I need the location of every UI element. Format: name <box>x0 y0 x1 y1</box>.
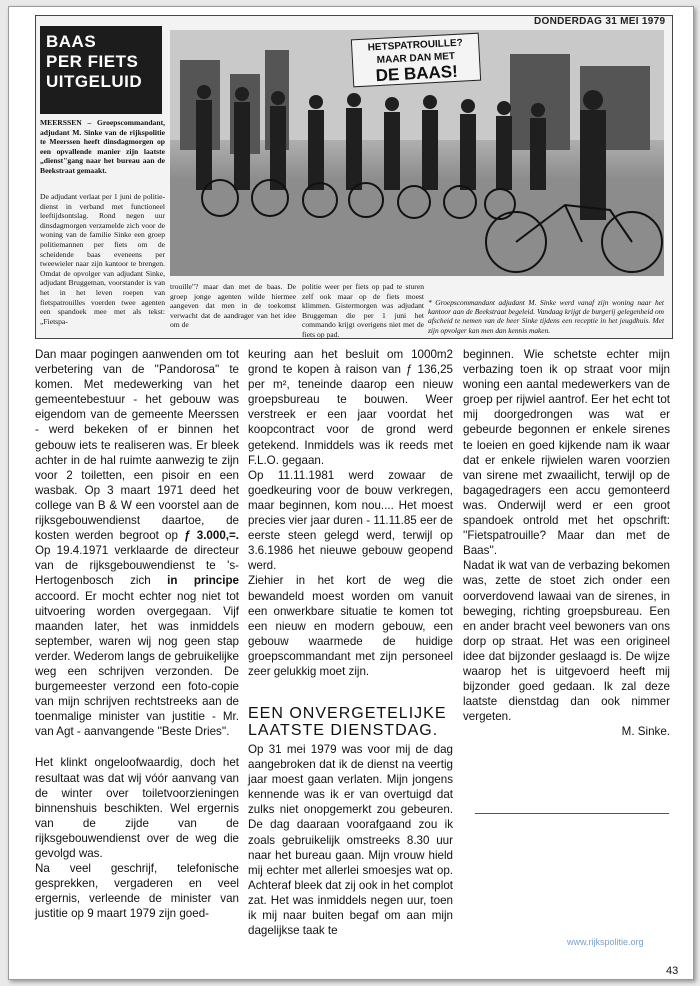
photo-caption: * Groepscommandant adjudant M. Sinke werd vanaf zijn woning naar het kantoor aan de Beekstraat begeleid. Vandaag krijgt de burgerij gelegenheid om afscheid te nemen van de heer Sinke tijdens een receptie in het jeugdhuis. Met zijn opvolger kan men dan kennis maken. <box>428 298 664 335</box>
banner-text: HETSPATROUILLE? MAAR DAN MET <box>367 37 464 67</box>
group-photo <box>170 30 664 276</box>
paragraph: beginnen. Wie schetste echter mijn verbazing toen ik op straat voor mijn woning een aantal medewerkers van de groep per rijwiel aantrof. Eer het echt tot mij doorgedrongen was wat er gebeurde begonnen er enkele sirenes te loeien en goed kijkende nam ik waar dat er enkele rijwielen waren voorzien van sirene met zwaailicht, terwijl op de bagagedragers een accu gemonteerd was. Onderwijl werd er een groot spandoek ontrold met het opschrift: ''Fietspatrouille? Maar dan met de Baas''. <box>463 348 670 558</box>
text-run: accoord. Er mocht echter nog niet tot uitvoering worden overgegaan. Vijf maanden later, het was inmiddels september, waren wij nog geen stap verder. Wederom langs de gebruikelijke weg een schrijven verzonden. De burgemeester verzond een foto-copie van mijn schrijven rechtstreeks aan de toenmalige minister van justitie - Mr. van Agt - aanvangende ''Beste Dries''. <box>35 589 239 739</box>
text-column-2-continued <box>248 742 453 938</box>
clipping-column: trouille"? maar dan met de baas. De groep jonge agenten wilde hiermee aangeven dat men in de toekomst verwacht dat de aandrager van het idee om de <box>170 282 296 330</box>
divider <box>475 813 669 814</box>
section-heading: EEN ONVERGETELIJKE LAATSTE DIENSTDAG. <box>248 705 447 739</box>
clipping-headline <box>40 26 162 114</box>
paragraph: Op 11.11.1981 werd zowaar de goedkeuring voor de bouw verkregen, maar beginnen, kom nou.... Het moest precies vier jaar duren - 11.11.85 eer de eerste steen gelegd werd, terwijl op 3.6.1986 het nieuwe gebouw geopend werd. <box>248 468 453 573</box>
clipping-lead: MEERSSEN – Groepscommandant, adjudant M. Sinke van de rijkspolitie te Meerssen heeft dinsdagmorgen op een opvallende manier zijn laatste „dienst"gang naar het bureau aan de Beekstraat gemaakt. <box>40 118 165 175</box>
paragraph <box>35 347 239 739</box>
clipping-date: DONDERDAG 31 MEI 1979 <box>534 16 666 27</box>
paragraph: Op 31 mei 1979 was voor mij de dag aangebroken dat ik de dienst na veertig jaar moest gaan verlaten. Mijn jongens kennende was ik er van overtuigd dat zulks niet onopgemerkt zou gebeuren. De dag daaraan voorafgaand zou ik zoals gebruikelijk omstreeks 8.30 uur naar het bureau gaan. Mijn vrouw hield mij echter met allerlei smoesjes wat op. Achteraf bleek dat zij ook in het complot zat. Het was inmiddels negen uur, toen ik mij naar buiten begaf om aan mijn dagelijkse taak te <box>248 743 453 938</box>
paragraph: Na veel geschrijf, telefonische gesprekken, vergaderen en veel ergernis, verleende de minister van justitie op 9 maart 1979 zijn goed- <box>35 862 239 921</box>
emphasis-bold: in principe <box>167 574 239 588</box>
clipping-body: De adjudant verlaat per 1 juni de politie-dienst in verband met functioneel leeftijdsontslag. Rond negen uur dinsdagmorgen verzamelde zich voor de woning van de familie Sinke een groep politiemannen per fiets om de scheidende baas eveneens per tweewieler naar zijn kantoor te brengen. Omdat de opvolger van adjudant Sinke, adjudant Bruggeman, voorstander is van het in het leven roepen van fietspatrouilles voerden twee agenten een spandoek mee met als tekst: „Fietspa- <box>40 192 165 326</box>
paragraph: keuring aan het besluit om 1000m2 grond te kopen à raison van ƒ 136,25 per m², teneinde daarop een nieuw groepsbureau te bouwen. Weer verstreek er een jaar voordat het koopcontract voor de grond werd getekend. Inmiddels was ik reeds met F.L.O. gegaan. <box>248 348 453 467</box>
clipping-column: politie weer per fiets op pad te sturen zelf ook maar op de fiets moest klimmen. Gistermorgen was adjudant Bruggeman die per 1 juni het commando krijgt overigens niet met de fiets op pad. <box>302 282 424 339</box>
magazine-page <box>8 6 694 980</box>
headline-line: UITGELUID <box>46 72 143 91</box>
headline-line: PER FIETS <box>46 52 139 71</box>
text-column-2 <box>248 347 453 679</box>
watermark: www.rijkspolitie.org <box>567 937 677 947</box>
text-run: Dan maar pogingen aanwenden om tot verbetering van de ''Pandorosa'' te komen. Met medewerking van het gemeentebestuur - het gebouw was eigendom van de gemeente Meerssen - werd bekeken of er binnen het gebouw iets te realiseren was. Er bleek achter in de hal ruimte aanwezig te zijn voor 2 toiletten, een pisoir en een wasbak. Op 3 maart 1971 deed het college van B & W een voorstel aan de rijksgebouwendienst daartoe, de kosten werden begroot op <box>35 348 239 543</box>
text-column-1 <box>35 347 239 921</box>
headline-line: BAAS <box>46 32 97 51</box>
newspaper-clipping <box>35 15 673 339</box>
amount-bold: ƒ 3.000,=. <box>184 529 239 543</box>
page-number: 43 <box>666 965 679 977</box>
signature: M. Sinke. <box>621 725 670 739</box>
text-column-3 <box>463 347 670 739</box>
banner-text-large: DE BAAS! <box>375 61 459 86</box>
paragraph: Het klinkt ongeloofwaardig, doch het resultaat was dat wij vóór aanvang van de winter over toiletvoorzieningen binnenshuis beschikten. Wel ergernis van de zijde van de rijksgebouwendienst over de weg die gevolgd was. <box>35 756 239 860</box>
paragraph: Nadat ik wat van de verbazing bekomen was, zette de stoet zich onder een oorverdovend lawaai van de sirenes, in beweging, richting groepsbureau. Een en ander bracht veel bewoners van ons dorp op straat. Het was een origineel idee dat bijzonder geslaagd is. De wijze waarop het is uitgevoerd heeft mij bijzonder goed gedaan. Ik zal deze laatste dienstdag dan ook nimmer vergeten. <box>463 559 670 724</box>
protest-banner <box>351 33 481 88</box>
paragraph: Ziehier in het kort de weg die bewandeld moest worden om vanuit een onwerkbare situatie te komen tot een nieuw en modern gebouw, een gebouw waarmede de huidige groepscommandant met zijn personeel zeer gelukkig moet zijn. <box>248 574 453 678</box>
text-run: Op 19.4.1971 verklaarde de directeur van de rijksgebouwendienst te 's-Hertogenbosch zich <box>35 544 239 588</box>
